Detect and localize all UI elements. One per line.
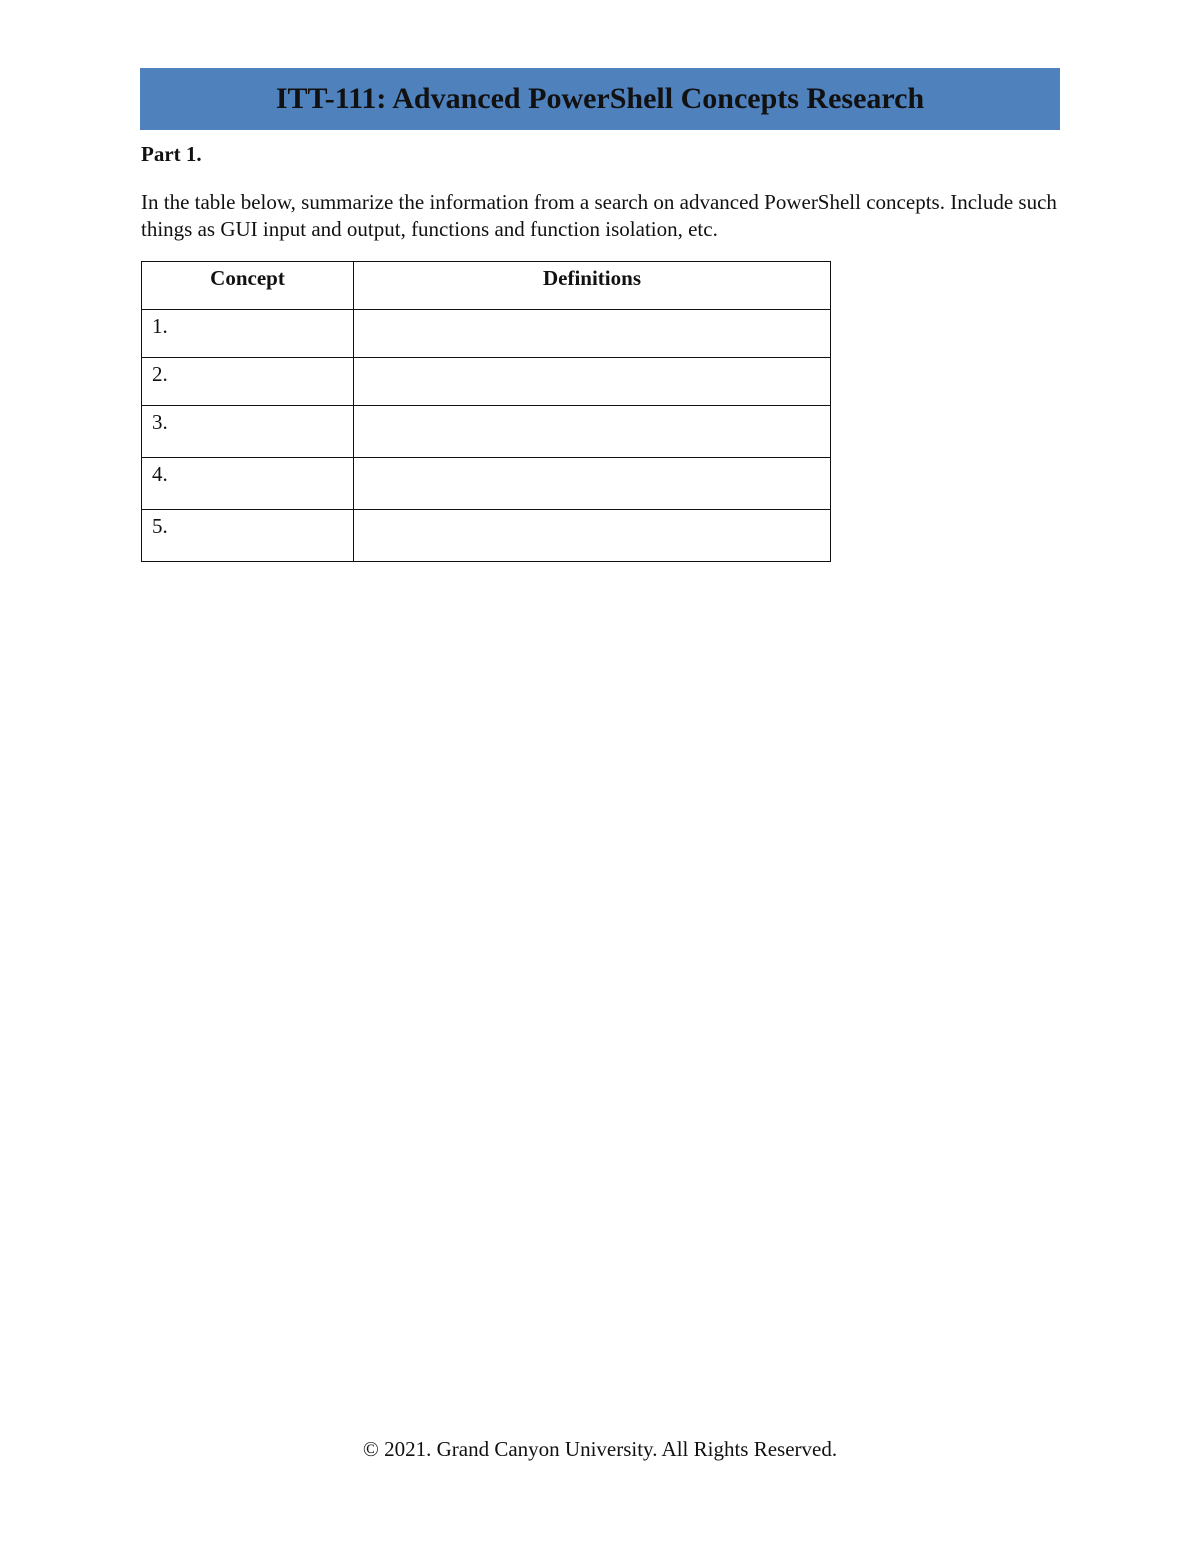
column-header-concept: Concept: [142, 262, 354, 310]
instructions-text: In the table below, summarize the information from a search on advanced PowerShell concepts. Include such things as GUI input and output, functions and function isolation, etc.: [141, 190, 1057, 241]
table-row: [142, 358, 831, 406]
definition-cell[interactable]: [354, 406, 831, 458]
definition-cell[interactable]: [354, 510, 831, 562]
table-row: [142, 406, 831, 458]
table-header-row: [142, 262, 831, 310]
concept-cell[interactable]: 4.: [142, 458, 354, 510]
concept-cell[interactable]: 2.: [142, 358, 354, 406]
column-header-definitions: Definitions: [354, 262, 831, 310]
definition-cell[interactable]: [354, 458, 831, 510]
title-banner: [140, 68, 1060, 130]
table-row: [142, 510, 831, 562]
concept-cell[interactable]: 5.: [142, 510, 354, 562]
table-row: [142, 458, 831, 510]
definition-cell[interactable]: [354, 310, 831, 358]
part-heading: Part 1.: [141, 142, 202, 166]
concept-cell[interactable]: 3.: [142, 406, 354, 458]
definition-cell[interactable]: [354, 358, 831, 406]
document-title: ITT-111: Advanced PowerShell Concepts Research: [275, 82, 925, 115]
concept-cell[interactable]: 1.: [142, 310, 354, 358]
table-row: [142, 310, 831, 358]
copyright-footer: © 2021. Grand Canyon University. All Rights Reserved.: [362, 1437, 838, 1461]
concept-table: [141, 261, 831, 562]
